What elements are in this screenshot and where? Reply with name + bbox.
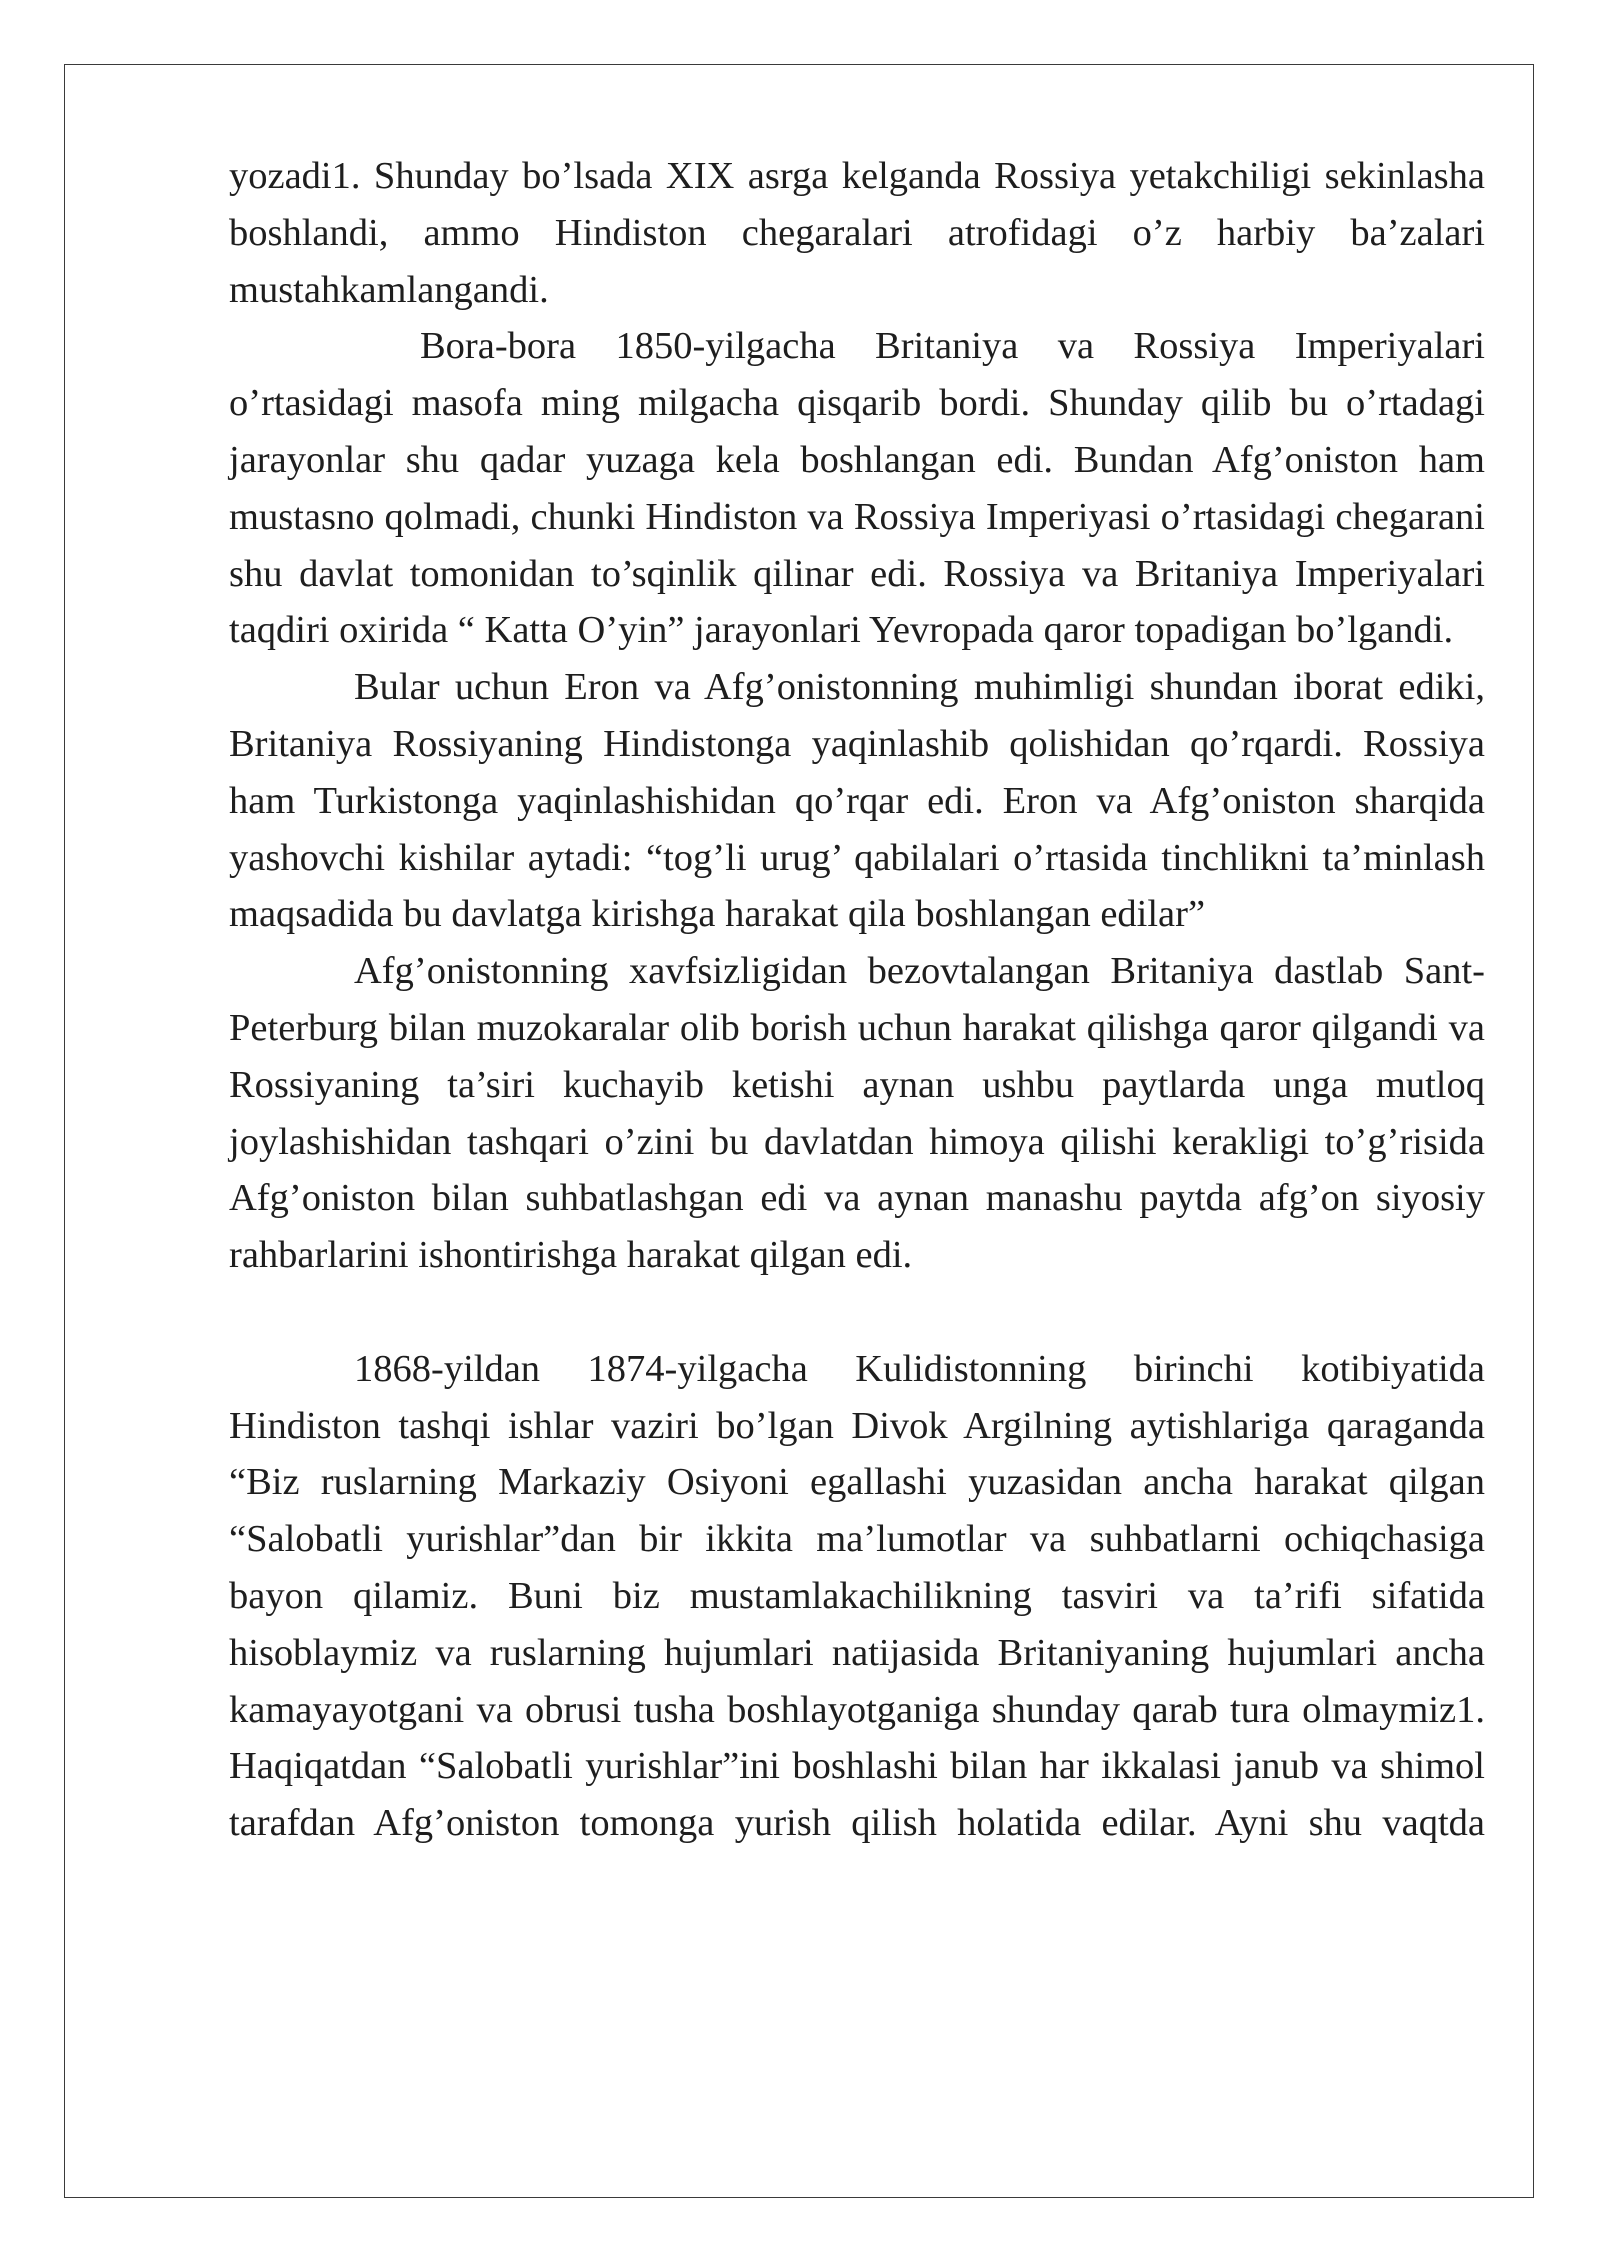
paragraph-1: yozadi1. Shunday bo’lsada XIX asrga kelganda Rossiya yetakchiligi sekinlasha boshlandi, ammo Hindiston chegaralari atrofidagi o’z harbiy ba’zalari mustahkamlangandi.: [229, 155, 1485, 311]
document-body: [229, 148, 1485, 1852]
paragraph-5: 1868-yildan 1874-yilgacha Kulidistonning birinchi kotibiyatida Hindiston tashqi ishlar vaziri bo’lgan Divok Argilning aytishlariga qaraganda “Biz ruslarning Markaziy Osiyoni egallashi yuzasidan ancha harakat qilgan “Salobatli yurishlar”dan bir ikkita ma’lumotlar va suhbatlarni ochiqchasiga bayon qilamiz. Buni biz mustamlakachilikning tasviri va ta’rifi sifatida hisoblaymiz va ruslarning hujumlari natijasida Britaniyaning hujumlari ancha kamayayotgani va obrusi tusha boshlayotganiga shunday qarab tura olmaymiz1. Haqiqatdan “Salobatli yurishlar”ini boshlashi bilan har ikkalasi janub va shimol tarafdan Afg’oniston tomonga yurish qilish holatida edilar. Ayni shu vaqtda: [229, 1347, 1485, 1845]
paragraph-2: Bora-bora 1850-yilgacha Britaniya va Rossiya Imperiyalari o’rtasidagi masofa ming milgacha qisqarib bordi. Shunday qilib bu o’rtadagi jarayonlar shu qadar yuzaga kela boshlangan edi. Bundan Afg’oniston ham mustasno qolmadi, chunki Hindiston va Rossiya Imperiyasi o’rtasidagi chegarani shu davlat tomonidan to’sqinlik qilinar edi. Rossiya va Britaniya Imperiyalari taqdiri oxirida “ Katta O’yin” jarayonlari Yevropada qaror topadigan bo’lgandi.: [229, 325, 1485, 652]
paragraph-spacer: [229, 1284, 1485, 1341]
paragraph-3: Bular uchun Eron va Afg’onistonning muhimligi shundan iborat ediki, Britaniya Rossiyaning Hindistonga yaqinlashib qolishidan qo’rqardi. Rossiya ham Turkistonga yaqinlashishidan qo’rqar edi. Eron va Afg’oniston sharqida yashovchi kishilar aytadi: “tog’li urug’ qabilalari o’rtasida tinchlikni ta’minlash maqsadida bu davlatga kirishga harakat qila boshlangan edilar”: [229, 666, 1485, 936]
paragraph-4: Afg’onistonning xavfsizligidan bezovtalangan Britaniya dastlab Sant-Peterburg bilan muzokaralar olib borish uchun harakat qilishga qaror qilgandi va Rossiyaning ta’siri kuchayib ketishi aynan ushbu paytlarda unga mutloq joylashishidan tashqari o’zini bu davlatdan himoya qilishi kerakligi to’g’risida Afg’oniston bilan suhbatlashgan edi va aynan manashu paytda afg’on siyosiy rahbarlarini ishontirishga harakat qilgan edi.: [229, 950, 1485, 1277]
